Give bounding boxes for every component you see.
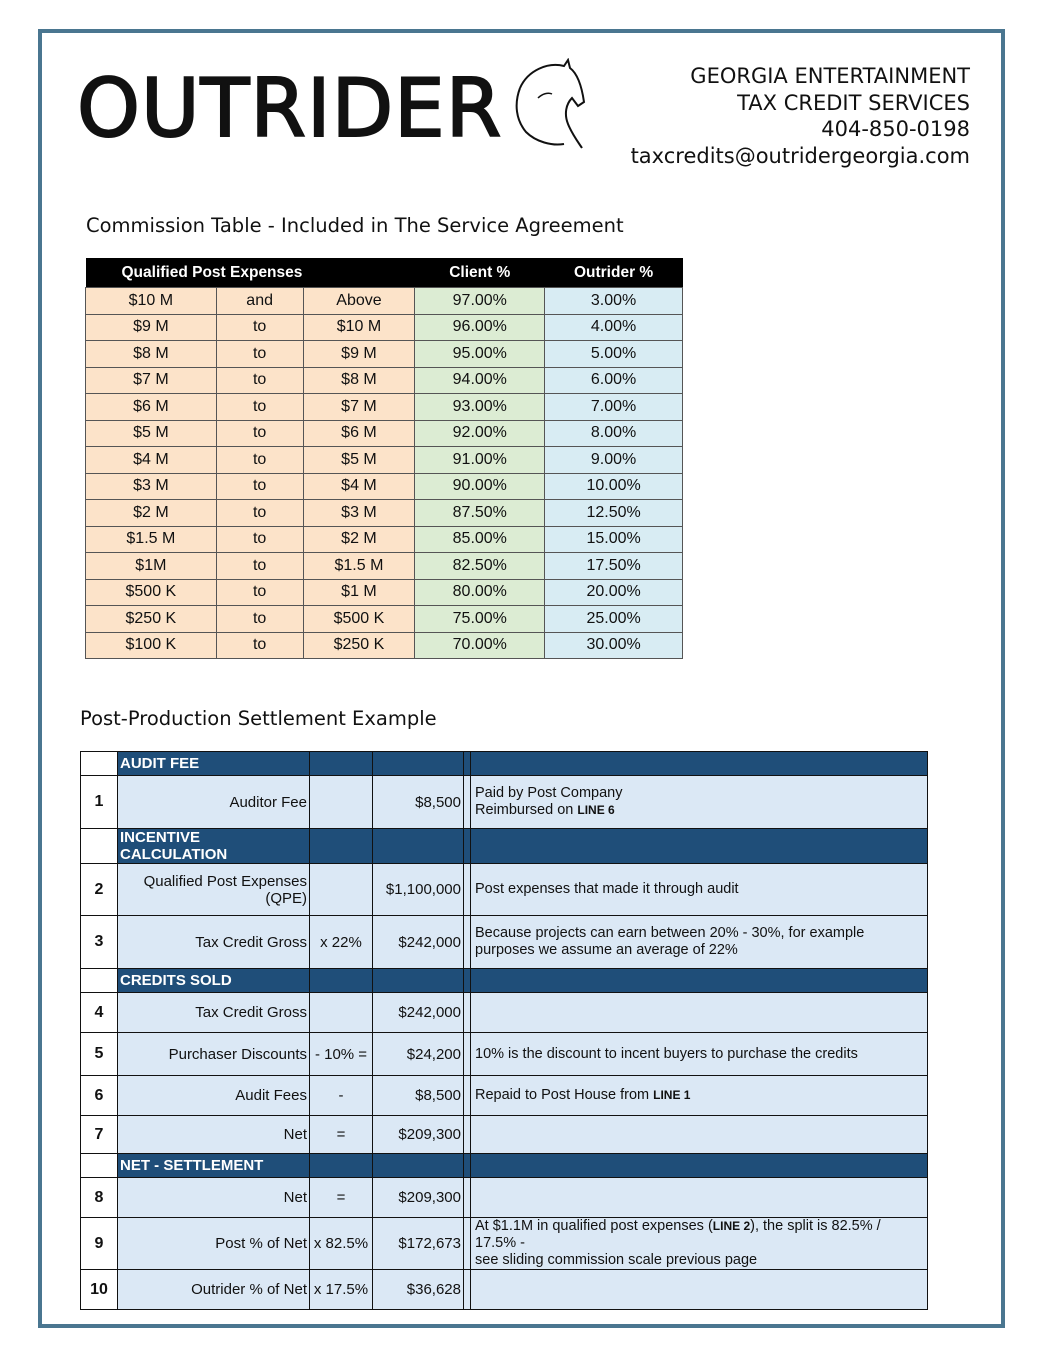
- cell-client: 85.00%: [415, 526, 545, 553]
- client-header: Client %: [415, 258, 545, 288]
- cell-outrider: 6.00%: [545, 367, 683, 394]
- cell-from: $7 M: [86, 367, 217, 394]
- section-header-credits: CREDITS SOLD: [81, 969, 928, 993]
- table-row: [86, 579, 683, 606]
- cell-to: $6 M: [303, 420, 415, 447]
- table-row: 4 Tax Credit Gross $242,000: [81, 993, 928, 1033]
- table-row: 10 Outrider % of Net x 17.5% $36,628: [81, 1270, 928, 1310]
- cell-client: 95.00%: [415, 341, 545, 368]
- cell-join: to: [216, 367, 303, 394]
- cell-to: $5 M: [303, 447, 415, 474]
- cell-to: $4 M: [303, 473, 415, 500]
- cell-client: 96.00%: [415, 314, 545, 341]
- table-row: [86, 288, 683, 315]
- table-row: 6 Audit Fees - $8,500 Repaid to Post House from LINE 1: [81, 1076, 928, 1116]
- brand-name: OUTRIDER: [77, 62, 503, 155]
- company-line-2: TAX CREDIT SERVICES: [737, 90, 970, 115]
- cell-outrider: 25.00%: [545, 606, 683, 633]
- cell-outrider: 4.00%: [545, 314, 683, 341]
- settlement-title: Post-Production Settlement Example: [80, 707, 437, 730]
- table-row: 1 Auditor Fee $8,500 Paid by Post Company Reimbursed on LINE 6: [81, 776, 928, 829]
- email-link[interactable]: taxcredits@outridergeorgia.com: [630, 143, 970, 168]
- cell-client: 94.00%: [415, 367, 545, 394]
- cell-outrider: 9.00%: [545, 447, 683, 474]
- table-row: [86, 553, 683, 580]
- cell-join: to: [216, 473, 303, 500]
- cell-join: to: [216, 420, 303, 447]
- cell-outrider: 10.00%: [545, 473, 683, 500]
- cell-to: $1.5 M: [303, 553, 415, 580]
- cell-outrider: 8.00%: [545, 420, 683, 447]
- cell-outrider: 5.00%: [545, 341, 683, 368]
- cell-from: $6 M: [86, 394, 217, 421]
- cell-from: $5 M: [86, 420, 217, 447]
- contact-block: [631, 63, 970, 169]
- commission-table: [85, 258, 683, 659]
- section-header-net: NET - SETTLEMENT: [81, 1154, 928, 1178]
- cell-from: $250 K: [86, 606, 217, 633]
- cell-to: $1 M: [303, 579, 415, 606]
- table-row: [86, 526, 683, 553]
- table-row: 7 Net = $209,300: [81, 1116, 928, 1154]
- table-row: [86, 632, 683, 659]
- cell-to: $8 M: [303, 367, 415, 394]
- cell-join: to: [216, 553, 303, 580]
- cell-from: $1M: [86, 553, 217, 580]
- table-row: [86, 473, 683, 500]
- cell-client: 87.50%: [415, 500, 545, 527]
- phone-number[interactable]: 404-850-0198: [821, 117, 970, 141]
- cell-join: to: [216, 579, 303, 606]
- cell-client: 91.00%: [415, 447, 545, 474]
- cell-from: $9 M: [86, 314, 217, 341]
- table-row: 8 Net = $209,300: [81, 1178, 928, 1218]
- logo: [77, 64, 588, 154]
- cell-to: $250 K: [303, 632, 415, 659]
- table-row: [86, 606, 683, 633]
- table-row: [86, 420, 683, 447]
- cell-client: 90.00%: [415, 473, 545, 500]
- cell-client: 80.00%: [415, 579, 545, 606]
- cell-from: $100 K: [86, 632, 217, 659]
- cell-from: $1.5 M: [86, 526, 217, 553]
- cell-client: 75.00%: [415, 606, 545, 633]
- cell-client: 70.00%: [415, 632, 545, 659]
- company-line-1: GEORGIA ENTERTAINMENT: [690, 64, 970, 88]
- table-row: [86, 314, 683, 341]
- cell-to: $2 M: [303, 526, 415, 553]
- cell-from: $4 M: [86, 447, 217, 474]
- cell-to: $7 M: [303, 394, 415, 421]
- cell-from: $10 M: [86, 288, 217, 315]
- commission-header-row: [86, 258, 683, 288]
- cell-client: 93.00%: [415, 394, 545, 421]
- commission-title: Commission Table - Included in The Service Agreement: [86, 214, 624, 237]
- table-row: 5 Purchaser Discounts - 10% = $24,200 10% is the discount to incent buyers to purchase the credits: [81, 1033, 928, 1076]
- cell-outrider: 3.00%: [545, 288, 683, 315]
- table-row: [86, 341, 683, 368]
- cell-join: and: [216, 288, 303, 315]
- cell-from: $500 K: [86, 579, 217, 606]
- cell-outrider: 15.00%: [545, 526, 683, 553]
- table-row: [86, 447, 683, 474]
- settlement-table: [80, 751, 928, 1310]
- cell-join: to: [216, 526, 303, 553]
- cell-outrider: 17.50%: [545, 553, 683, 580]
- section-header-audit: AUDIT FEE: [81, 752, 928, 776]
- cell-from: $8 M: [86, 341, 217, 368]
- cell-join: to: [216, 632, 303, 659]
- cell-join: to: [216, 341, 303, 368]
- cell-to: $500 K: [303, 606, 415, 633]
- outrider-header: Outrider %: [545, 258, 683, 288]
- cell-join: to: [216, 606, 303, 633]
- cell-outrider: 20.00%: [545, 579, 683, 606]
- section-header-incentive: INCENTIVE CALCULATION: [81, 829, 928, 864]
- horse-head-icon: [508, 58, 588, 154]
- cell-client: 92.00%: [415, 420, 545, 447]
- cell-client: 82.50%: [415, 553, 545, 580]
- table-row: 3 Tax Credit Gross x 22% $242,000 Because projects can earn between 20% - 30%, for example purposes we assume an average of 22%: [81, 916, 928, 969]
- cell-from: $3 M: [86, 473, 217, 500]
- cell-join: to: [216, 314, 303, 341]
- table-row: 9 Post % of Net x 82.5% $172,673 At $1.1M in qualified post expenses (LINE 2), the split is 82.5% / 17.5% - see sliding commission scale previous page: [81, 1218, 928, 1270]
- cell-to: $10 M: [303, 314, 415, 341]
- cell-join: to: [216, 500, 303, 527]
- cell-join: to: [216, 447, 303, 474]
- table-row: [86, 500, 683, 527]
- cell-to: Above: [303, 288, 415, 315]
- cell-client: 97.00%: [415, 288, 545, 315]
- cell-outrider: 30.00%: [545, 632, 683, 659]
- table-row: 2 Qualified Post Expenses (QPE) $1,100,000 Post expenses that made it through audit: [81, 864, 928, 916]
- qpe-header: Qualified Post Expenses: [86, 258, 415, 288]
- cell-from: $2 M: [86, 500, 217, 527]
- cell-outrider: 7.00%: [545, 394, 683, 421]
- cell-to: $3 M: [303, 500, 415, 527]
- table-row: [86, 367, 683, 394]
- cell-join: to: [216, 394, 303, 421]
- table-row: [86, 394, 683, 421]
- cell-outrider: 12.50%: [545, 500, 683, 527]
- cell-to: $9 M: [303, 341, 415, 368]
